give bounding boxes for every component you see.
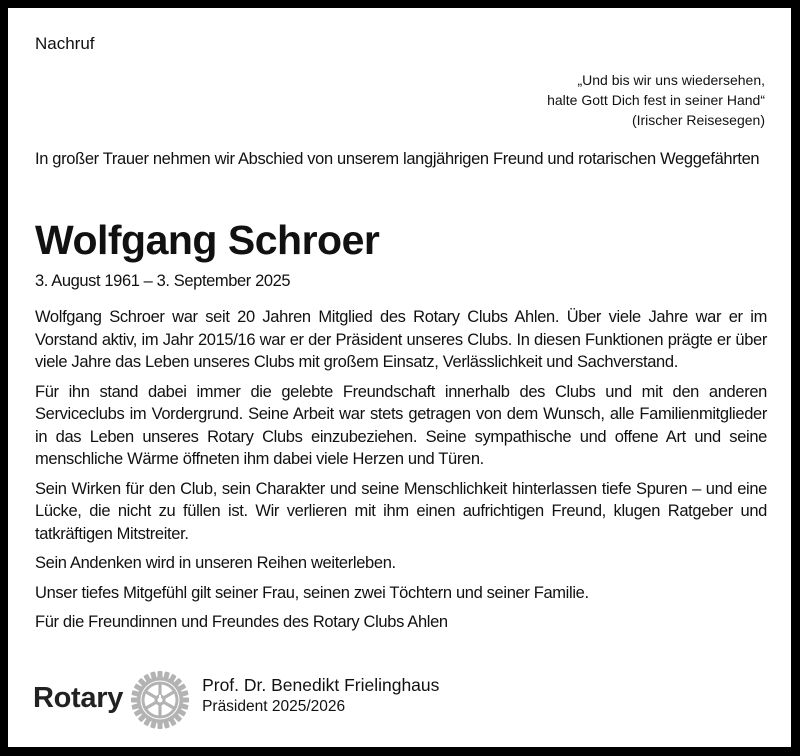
- signature-block: [33, 665, 439, 735]
- intro-text: In großer Trauer nehmen wir Abschied von unserem langjährigen Freund und rotarischen Weggefährten: [35, 150, 760, 168]
- quote-line-1: „Und bis wir uns wiedersehen,: [577, 72, 765, 88]
- signer-role: Präsident 2025/2026: [202, 698, 346, 715]
- paragraph-condolence: Unser tiefes Mitgefühl gilt seiner Frau, seinen zwei Töchtern und seiner Familie.: [35, 583, 589, 602]
- deceased-name: Wolfgang Schroer: [35, 217, 380, 263]
- rotary-logo-text: Rotary: [33, 681, 124, 714]
- paragraph-legacy: Sein Wirken für den Club, sein Charakter und seine Menschlichkeit hinterlassen tiefe Spuren – und eine Lücke, die nicht zu füllen ist. Wir verlieren mit ihm einen aufrichtigen Freund, klugen Ratgeber und tatkräftigen Mitstreiter.: [35, 479, 767, 543]
- rotary-wheel-icon: [130, 670, 190, 730]
- obituary-body: [35, 306, 767, 641]
- epigraph-quote: [547, 70, 765, 130]
- quote-source: (Irischer Reisesegen): [631, 112, 765, 128]
- life-dates: 3. August 1961 – 3. September 2025: [35, 272, 291, 290]
- obituary-notice: [8, 8, 791, 747]
- paragraph-friendship: Für ihn stand dabei immer die gelebte Freundschaft innerhalb des Clubs und mit den anderen Serviceclubs im Vordergrund. Seine Arbeit war stets getragen von dem Wunsch, alle Familienmitglieder in das Leben unseres Rotary Clubs einzubeziehen. Seine sympathische und offene Art und seine menschliche Wärme öffneten ihm dabei viele Herzen und Türen.: [35, 382, 767, 468]
- paragraph-membership: Wolfgang Schroer war seit 20 Jahren Mitglied des Rotary Clubs Ahlen. Über viele Jahre war er im Vorstand aktiv, im Jahr 2015/16 war er der Präsident unseres Clubs. In diesen Funktionen prägte er über viele Jahre das Leben unseres Clubs mit großem Einsatz, Verlässlichkeit und Sachverstand.: [35, 308, 767, 371]
- signer: [202, 674, 439, 718]
- paragraph-signoff: Für die Freundinnen und Freundes des Rotary Clubs Ahlen: [35, 613, 448, 631]
- signer-name: Prof. Dr. Benedikt Frielinghaus: [202, 675, 440, 695]
- notice-label: Nachruf: [35, 34, 95, 53]
- quote-line-2: halte Gott Dich fest in seiner Hand“: [547, 92, 765, 108]
- paragraph-remembrance: Sein Andenken wird in unseren Reihen weiterleben.: [35, 554, 396, 572]
